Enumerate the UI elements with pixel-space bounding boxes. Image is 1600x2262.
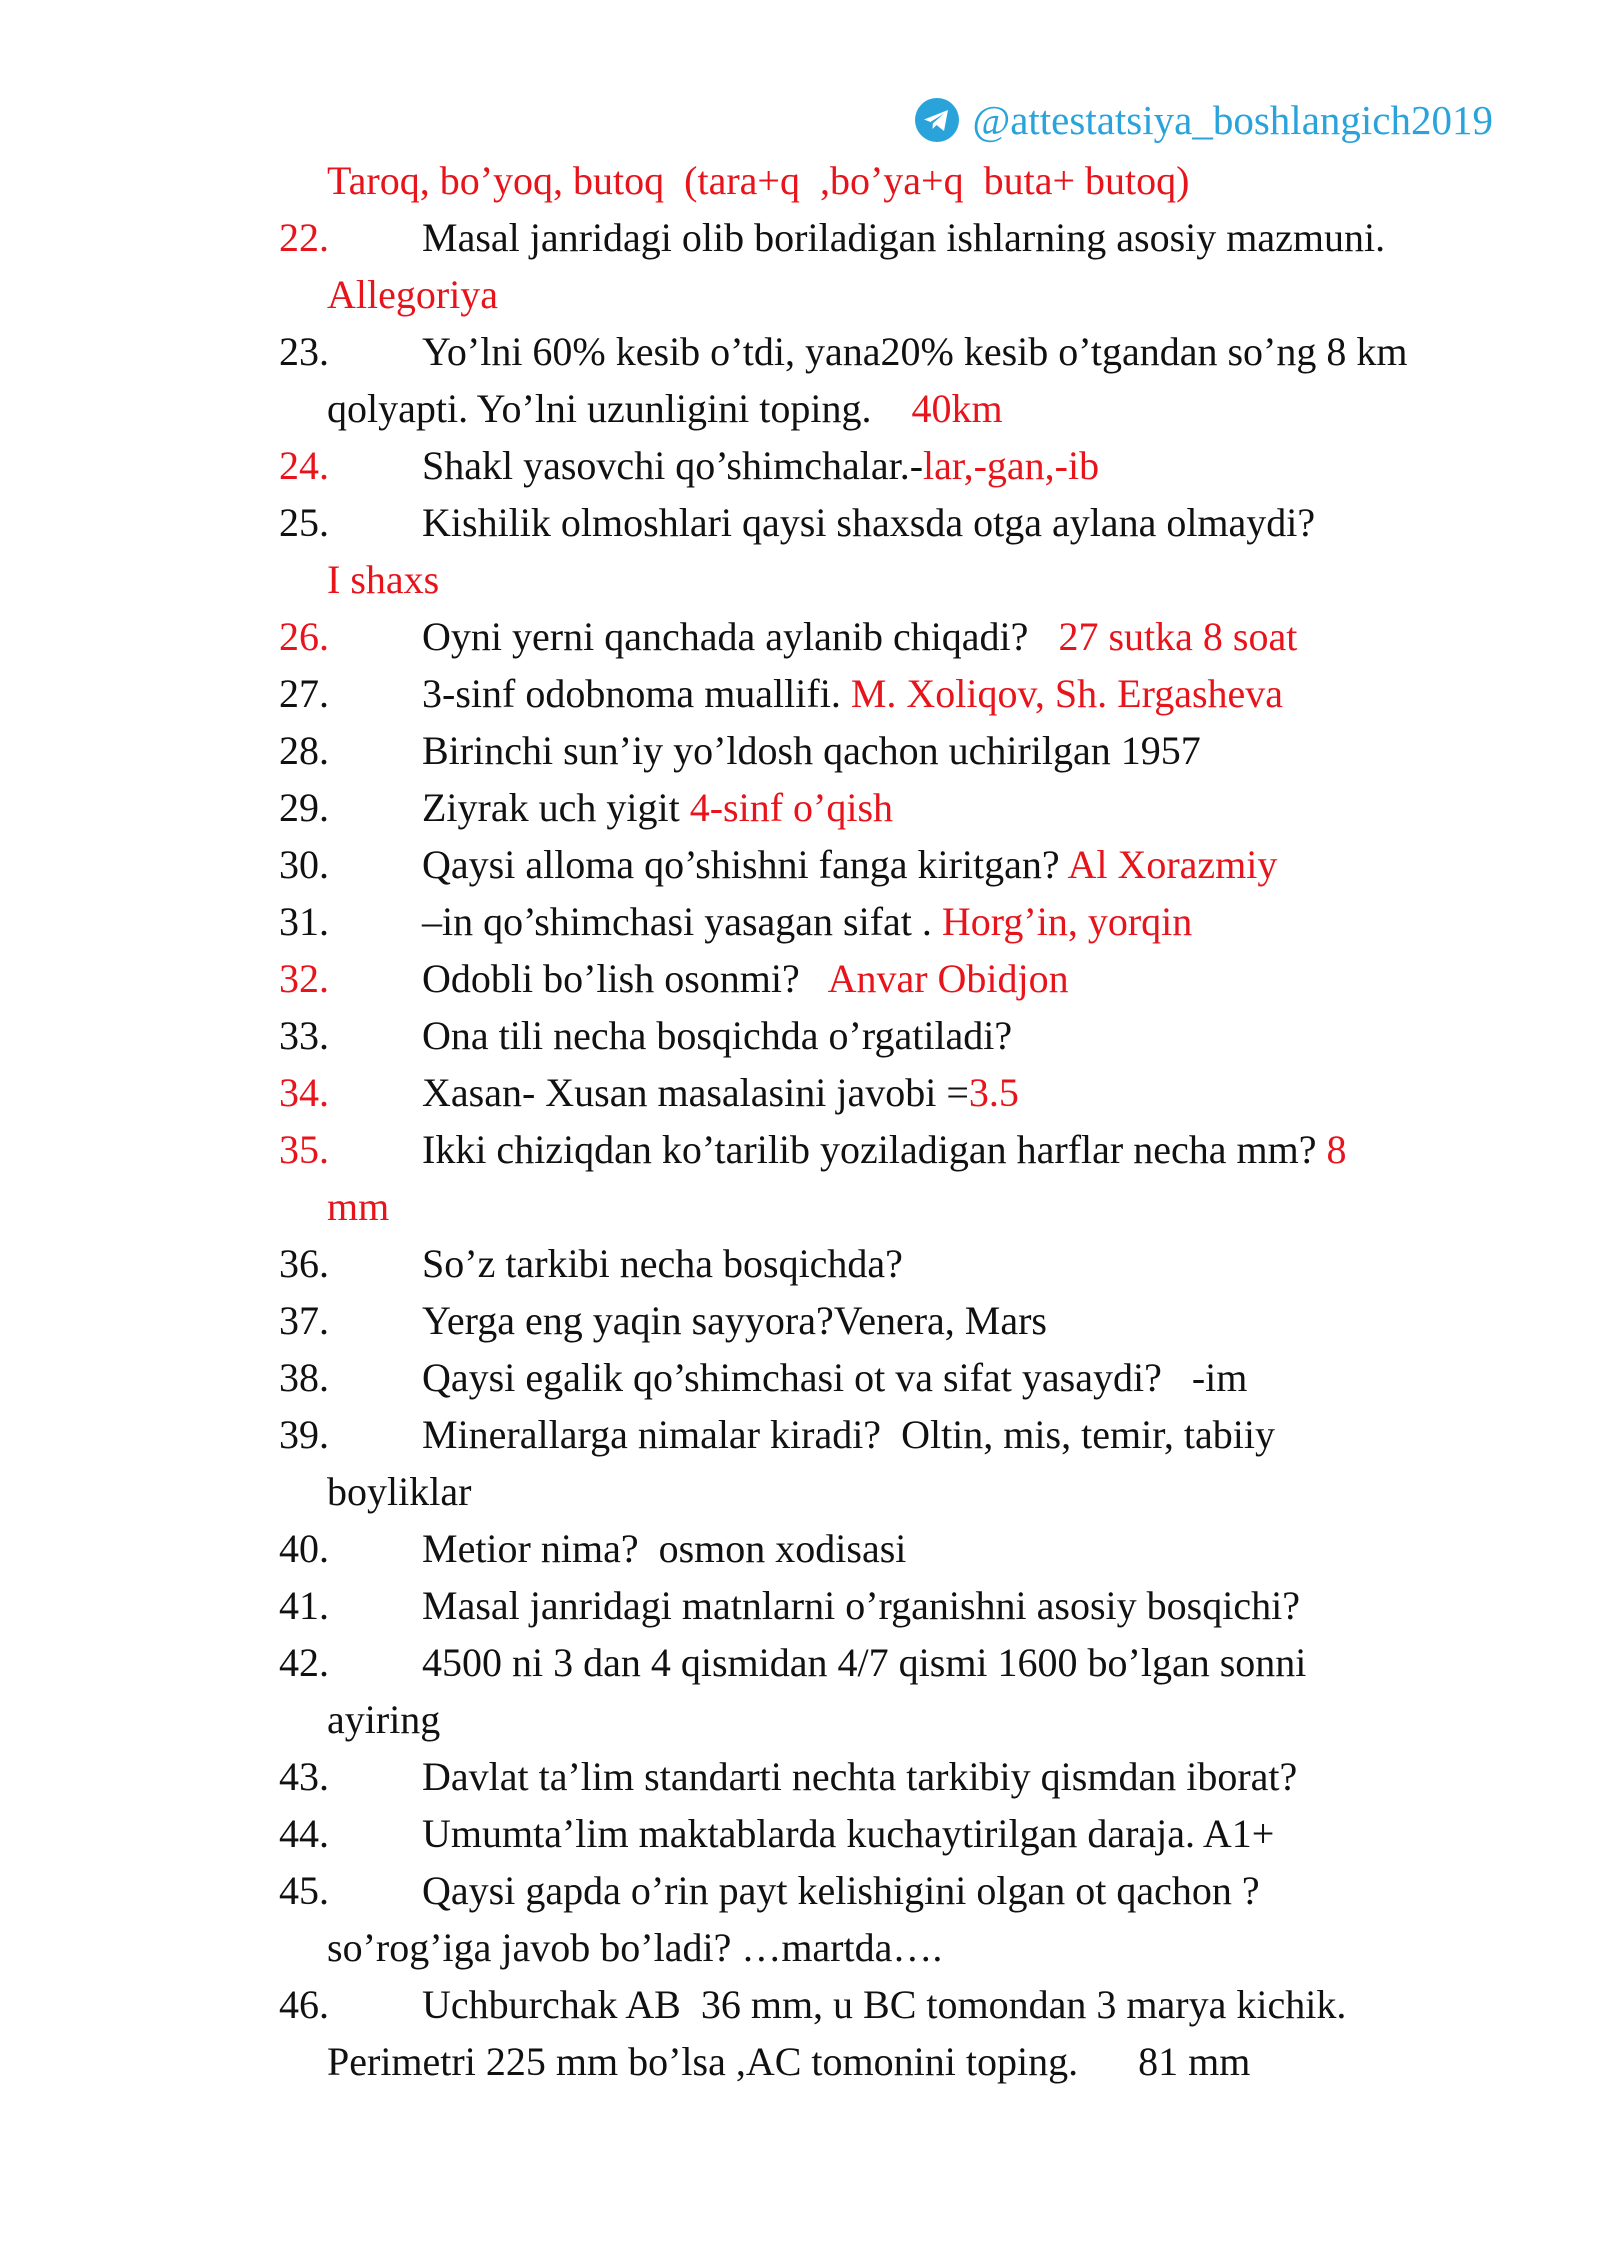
item-number: 42. (279, 1640, 329, 1685)
question-text: Xasan- Xusan masalasini javobi = (422, 1070, 969, 1115)
answer-text: Allegoriya (327, 272, 499, 317)
question-text: Kishilik olmoshlari qaysi shaxsda otga aylana olmaydi? (422, 500, 1316, 545)
question-item (279, 836, 1519, 893)
item-number: 40. (279, 1526, 329, 1571)
question-text: qolyapti. Yo’lni uzunligini toping. (327, 386, 912, 431)
question-item (279, 893, 1519, 950)
item-number: 26. (279, 614, 329, 659)
question-text: Metior nima? osmon xodisasi (422, 1526, 907, 1571)
question-text: Qaysi egalik qo’shimchasi ot va sifat yasaydi? -im (422, 1355, 1248, 1400)
item-number: 41. (279, 1583, 329, 1628)
item-number: 38. (279, 1355, 329, 1400)
item-number: 27. (279, 671, 329, 716)
item-number: 44. (279, 1811, 329, 1856)
channel-header (914, 96, 1493, 144)
continuation-line (279, 2033, 1519, 2090)
question-text: Perimetri 225 mm bo’lsa ,AC tomonini toping. 81 mm (327, 2039, 1251, 2084)
item-number: 31. (279, 899, 329, 944)
continuation-line (279, 152, 1519, 209)
question-text: Odobli bo’lish osonmi? (422, 956, 828, 1001)
question-item (279, 1577, 1519, 1634)
question-text: Ikki chiziqdan ko’tarilib yoziladigan harflar necha mm? (422, 1127, 1327, 1172)
item-number: 35. (279, 1127, 329, 1172)
question-text: 3-sinf odobnoma muallifi. (422, 671, 851, 716)
answer-text: 27 sutka 8 soat (1058, 614, 1298, 659)
question-text: Oyni yerni qanchada aylanib chiqadi? (422, 614, 1059, 659)
answer-text: Horg’in, yorqin (941, 899, 1193, 944)
item-number: 29. (279, 785, 329, 830)
question-item (279, 1976, 1519, 2033)
answer-text: Taroq, bo’yoq, butoq (tara+q ,bo’ya+q buta+ butoq) (327, 158, 1190, 203)
question-item (279, 1349, 1519, 1406)
answer-text: lar,-gan,-ib (923, 443, 1100, 488)
item-number: 34. (279, 1070, 329, 1115)
channel-handle: @attestatsiya_boshlangich2019 (972, 97, 1493, 143)
item-number: 30. (279, 842, 329, 887)
question-item (279, 323, 1519, 380)
question-text: Uchburchak AB 36 mm, u BC tomondan 3 marya kichik. (422, 1982, 1347, 2027)
continuation-line (279, 1919, 1519, 1976)
answer-text: M. Xoliqov, Sh. Ergasheva (850, 671, 1284, 716)
question-item (279, 1634, 1519, 1691)
question-text: Yerga eng yaqin sayyora?Venera, Mars (422, 1298, 1047, 1343)
continuation-line (279, 1463, 1519, 1520)
question-text: Umumta’lim maktablarda kuchaytirilgan daraja. A1+ (422, 1811, 1275, 1856)
question-item (279, 665, 1519, 722)
question-text: Ona tili necha bosqichda o’rgatiladi? (422, 1013, 1013, 1058)
item-number: 43. (279, 1754, 329, 1799)
question-item (279, 1064, 1519, 1121)
question-text: Davlat ta’lim standarti nechta tarkibiy qismdan iborat? (422, 1754, 1298, 1799)
item-number: 33. (279, 1013, 329, 1058)
item-number: 25. (279, 500, 329, 545)
question-item (279, 1406, 1519, 1463)
question-text: 4500 ni 3 dan 4 qismidan 4/7 qismi 1600 bo’lgan sonni (422, 1640, 1307, 1685)
question-text: Yo’lni 60% kesib o’tdi, yana20% kesib o’tgandan so’ng 8 km (422, 329, 1408, 374)
question-text: so’rog’iga javob bo’ladi? …martda…. (327, 1925, 943, 1970)
item-number: 23. (279, 329, 329, 374)
question-text: –in qo’shimchasi yasagan sifat . (422, 899, 942, 944)
question-item (279, 1007, 1519, 1064)
question-item (279, 1121, 1519, 1178)
continuation-line (279, 380, 1519, 437)
item-number: 37. (279, 1298, 329, 1343)
item-number: 22. (279, 215, 329, 260)
item-number: 28. (279, 728, 329, 773)
question-item (279, 1862, 1519, 1919)
question-item (279, 494, 1519, 551)
question-item (279, 437, 1519, 494)
continuation-line (279, 1178, 1519, 1235)
question-text: Shakl yasovchi qo’shimchalar.- (422, 443, 924, 488)
question-text: Ziyrak uch yigit (422, 785, 690, 830)
item-number: 45. (279, 1868, 329, 1913)
continuation-line (279, 1691, 1519, 1748)
item-number: 39. (279, 1412, 329, 1457)
question-text: Minerallarga nimalar kiradi? Oltin, mis, temir, tabiiy (422, 1412, 1275, 1457)
question-item (279, 1748, 1519, 1805)
answer-text: 3.5 (968, 1070, 1019, 1115)
question-text: Qaysi gapda o’rin payt kelishigini olgan ot qachon ? (422, 1868, 1260, 1913)
question-text: ayiring (327, 1697, 441, 1742)
item-number: 36. (279, 1241, 329, 1286)
question-item (279, 779, 1519, 836)
question-text: Masal janridagi olib boriladigan ishlarning asosiy mazmuni. (422, 215, 1386, 260)
question-item (279, 1235, 1519, 1292)
item-number: 32. (279, 956, 329, 1001)
answer-text: 4-sinf o’qish (689, 785, 894, 830)
continuation-line (279, 266, 1519, 323)
question-list (279, 152, 1519, 2090)
item-number: 46. (279, 1982, 329, 2027)
question-item (279, 950, 1519, 1007)
question-item (279, 209, 1519, 266)
question-text: Masal janridagi matnlarni o’rganishni asosiy bosqichi? (422, 1583, 1300, 1628)
continuation-line (279, 551, 1519, 608)
item-number: 24. (279, 443, 329, 488)
question-item (279, 1292, 1519, 1349)
question-text: So’z tarkibi necha bosqichda? (422, 1241, 903, 1286)
question-text: boyliklar (327, 1469, 472, 1514)
answer-text: I shaxs (327, 557, 440, 602)
answer-text: 40km (911, 386, 1003, 431)
answer-text: Anvar Obidjon (827, 956, 1069, 1001)
question-item (279, 608, 1519, 665)
question-text: Qaysi alloma qo’shishni fanga kiritgan? (422, 842, 1068, 887)
question-item (279, 1805, 1519, 1862)
telegram-icon (914, 97, 960, 143)
question-item (279, 1520, 1519, 1577)
question-text: Birinchi sun’iy yo’ldosh qachon uchirilgan 1957 (422, 728, 1201, 773)
answer-text: mm (327, 1184, 390, 1229)
question-item (279, 722, 1519, 779)
answer-text: 8 (1326, 1127, 1347, 1172)
answer-text: Al Xorazmiy (1067, 842, 1278, 887)
